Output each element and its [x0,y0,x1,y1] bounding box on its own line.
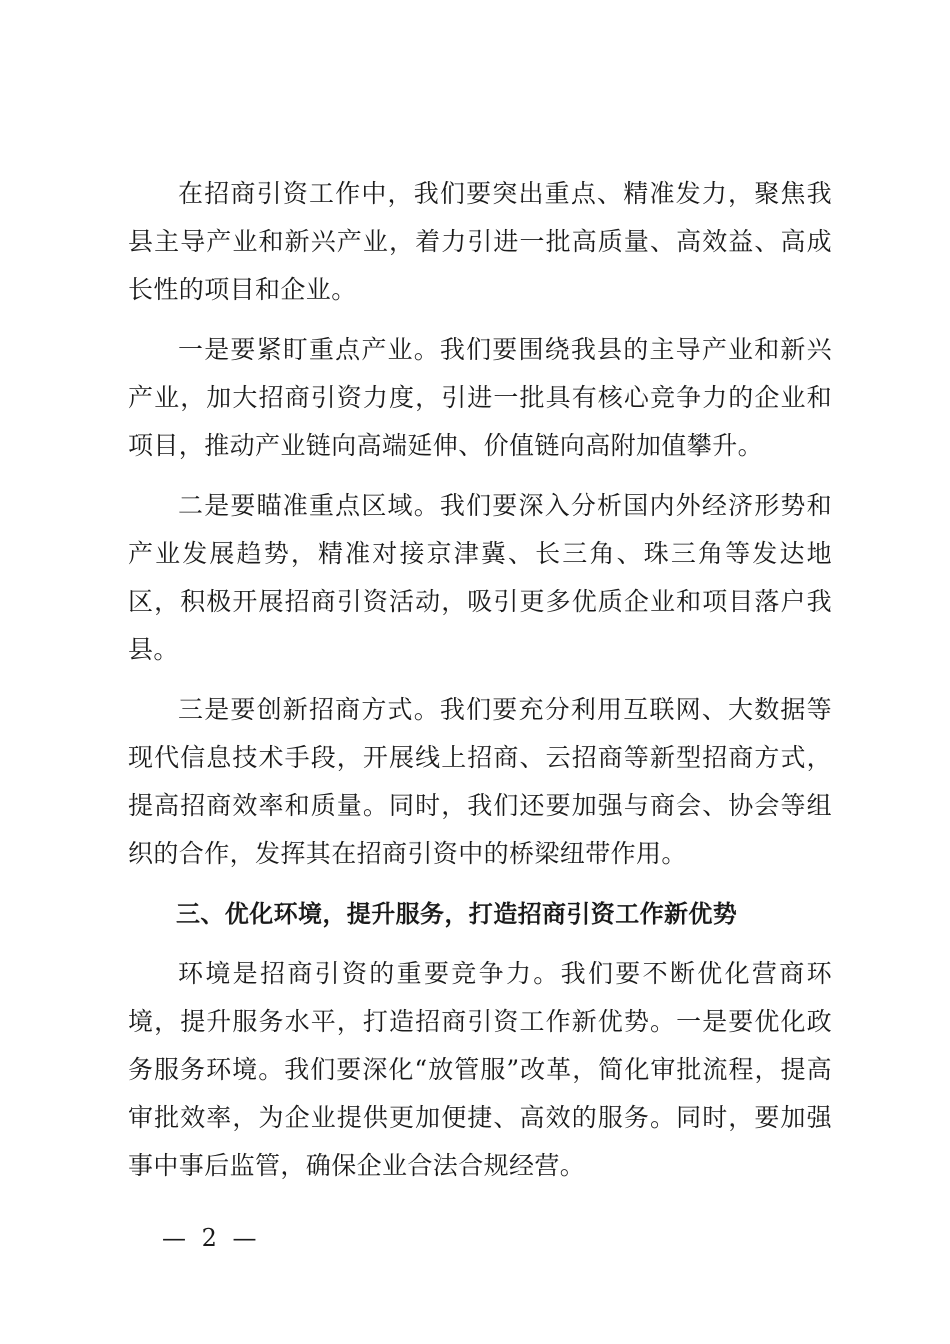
paragraph-key-industries: 一是要紧盯重点产业。我们要围绕我县的主导产业和新兴产业，加大招商引资力度，引进一批具有核心竞争力的企业和项目，推动产业链向高端延伸、价值链向高附加值攀升。 [128,335,832,460]
section-heading: 三、优化环境，提升服务，打造招商引资工作新优势 [176,900,738,928]
document-body [128,170,832,1202]
paragraph-key-regions: 二是要瞄准重点区域。我们要深入分析国内外经济形势和产业发展趋势，精准对接京津冀、长三角、珠三角等发达地区，积极开展招商引资活动，吸引更多优质企业和项目落户我县。 [128,491,832,664]
paragraph-innovation: 三是要创新招商方式。我们要充分利用互联网、大数据等现代信息技术手段，开展线上招商、云招商等新型招商方式，提高招商效率和质量。同时，我们还要加强与商会、协会等组织的合作，发挥其在招商引资中的桥梁纽带作用。 [128,695,832,868]
paragraph-environment: 环境是招商引资的重要竞争力。我们要不断优化营商环境，提升服务水平，打造招商引资工作新优势。一是要优化政务服务环境。我们要深化“放管服”改革，简化审批流程，提高审批效率，为企业提供更加便捷、高效的服务。同时，要加强事中事后监管，确保企业合法合规经营。 [128,959,832,1180]
page-number: — 2 — [162,1224,261,1252]
paragraph-intro: 在招商引资工作中，我们要突出重点、精准发力，聚焦我县主导产业和新兴产业，着力引进一批高质量、高效益、高成长性的项目和企业。 [128,179,832,304]
